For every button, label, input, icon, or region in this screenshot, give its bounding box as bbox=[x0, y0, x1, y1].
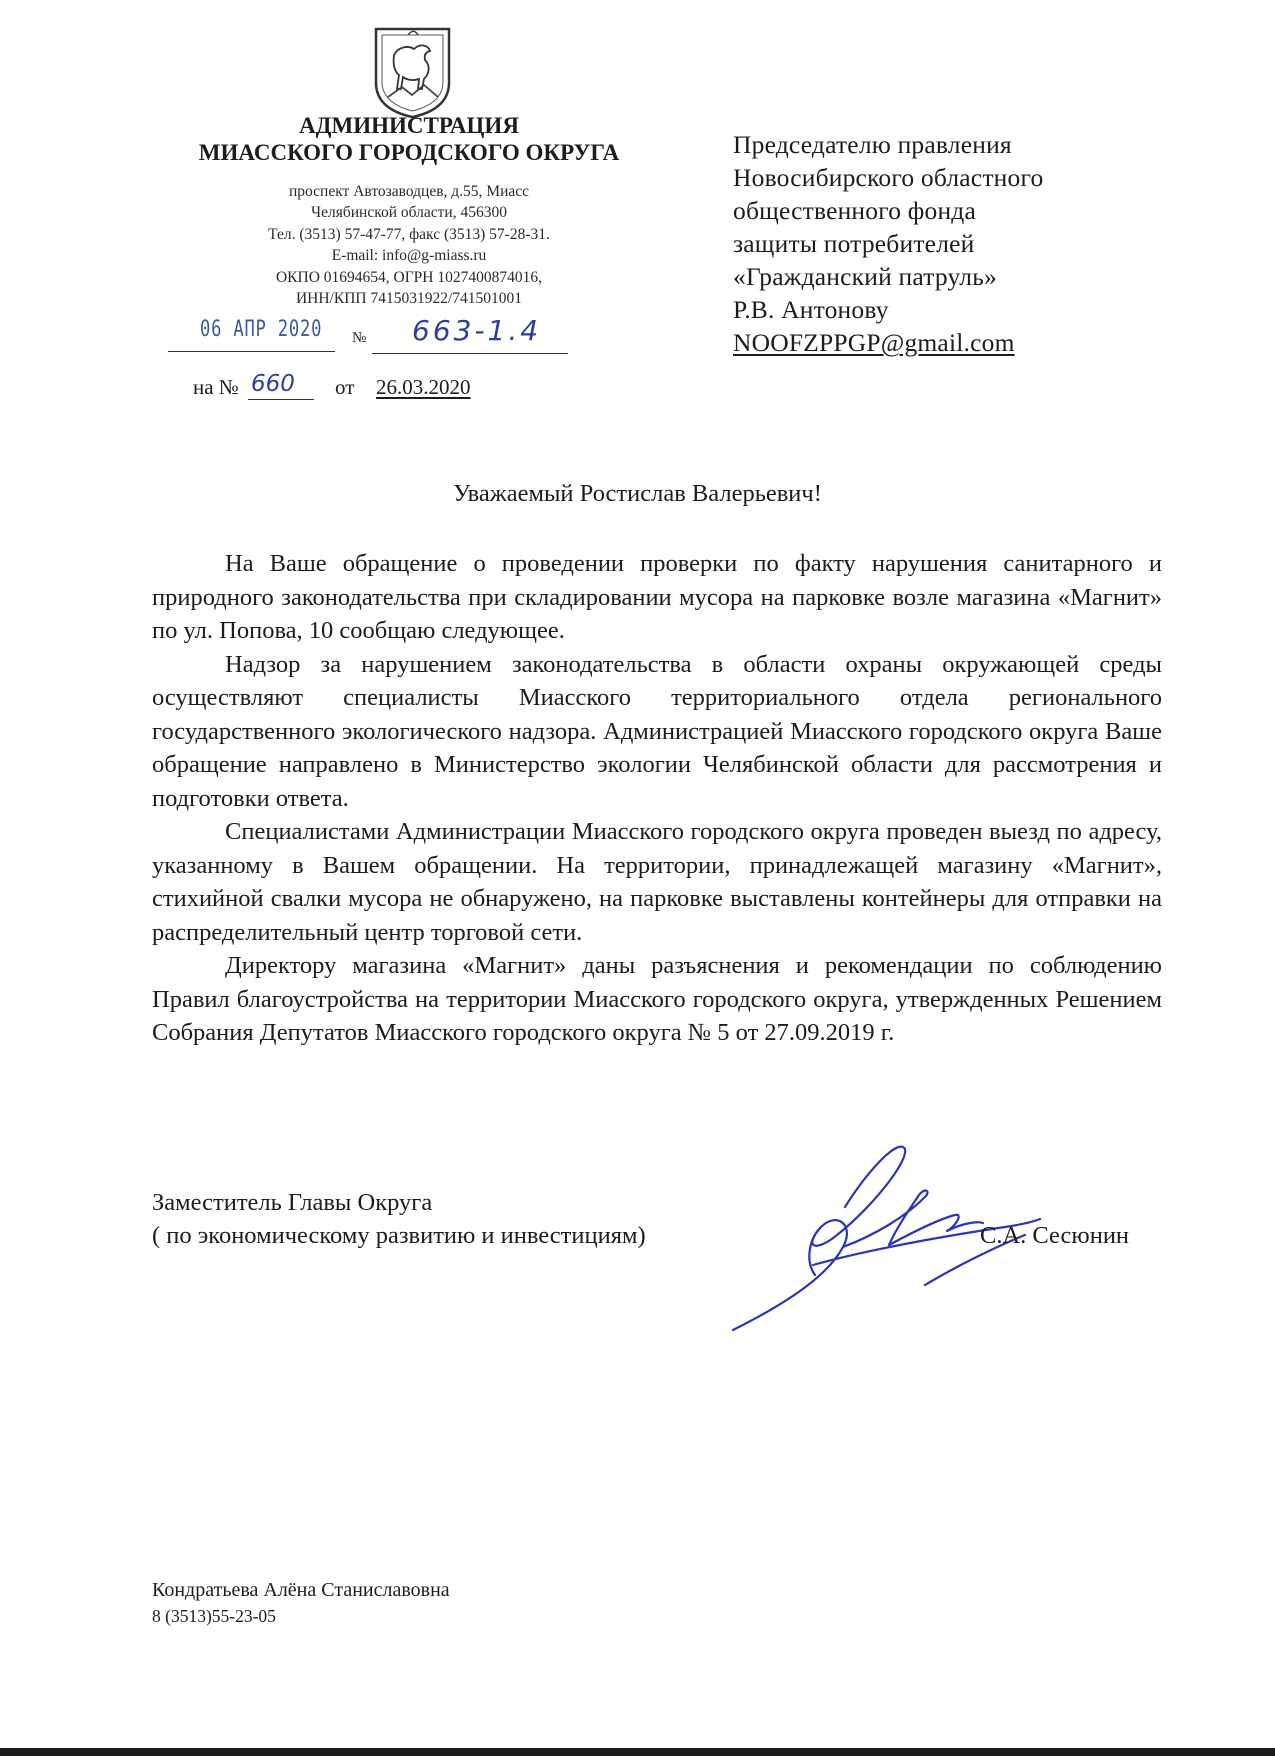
reference-number: 660 bbox=[251, 371, 295, 397]
org-okpo-ogrn: ОКПО 01694654, ОГРН 1027400874016, bbox=[275, 269, 542, 286]
addressee-line: Р.В. Антонову bbox=[733, 295, 889, 324]
org-name-line2: МИАССКОГО ГОРОДСКОГО ОКРУГА bbox=[198, 140, 620, 165]
body-paragraph: Директору магазина «Магнит» даны разъяснения и рекомендации по соблюдению Правил благоустройства на территории Миасского городского округа, утвержденных Решением Собрания Депутатов Миасского городского округа № 5 от 27.09.2019 г. bbox=[152, 952, 1162, 1046]
addressee-block bbox=[733, 128, 1153, 359]
addressee-line: Председателю правления bbox=[733, 130, 1012, 159]
executor-block bbox=[152, 1577, 450, 1629]
coat-of-arms-icon bbox=[368, 25, 457, 119]
addressee-line: защиты потребителей bbox=[733, 229, 975, 258]
addressee-email: NOOFZPPGP@gmail.com bbox=[733, 328, 1015, 357]
signatory-position-line1: Заместитель Главы Округа bbox=[152, 1189, 433, 1216]
org-email: E-mail: info@g-miass.ru bbox=[331, 247, 487, 264]
reference-number-underline bbox=[248, 399, 314, 400]
addressee-line: «Гражданский патруль» bbox=[733, 262, 997, 291]
letter-body bbox=[152, 547, 1162, 1050]
org-phone-fax: Тел. (3513) 57-47-77, факс (3513) 57-28-31. bbox=[268, 226, 550, 243]
registration-number: 663-1.4 bbox=[412, 314, 542, 347]
executor-phone: 8 (3513)55-23-05 bbox=[152, 1606, 276, 1626]
greeting: Уважаемый Ростислав Валерьевич! bbox=[453, 480, 822, 507]
addressee-line: общественного фонда bbox=[733, 196, 976, 225]
body-paragraph: Надзор за нарушением законодательства в области охраны окружающей среды осуществляют специалисты Миасского территориального отдела регионального государственного экологического надзора. Администрацией Миасского городского округа Ваше обращение направлено в Министерство экологии Челябинской области для рассмотрения и подготовки ответа. bbox=[152, 650, 1162, 812]
body-paragraph: На Ваше обращение о проведении проверки по факту нарушения санитарного и природного законодательства при складировании мусора на парковке возле магазина «Магнит» по ул. Попова, 10 сообщаю следующее. bbox=[152, 550, 1162, 644]
registration-date-stamp: 06 АПР 2020 bbox=[200, 317, 323, 342]
reference-prefix: на № bbox=[193, 375, 239, 399]
signatory-position-line2: ( по экономическому развитию и инвестициям) bbox=[152, 1222, 646, 1249]
registration-number-label: № bbox=[352, 330, 367, 346]
org-address-line2: Челябинской области, 456300 bbox=[311, 204, 507, 221]
addressee-line: Новосибирского областного bbox=[733, 163, 1044, 192]
number-underline bbox=[372, 353, 568, 354]
org-inn-kpp: ИНН/КПП 7415031922/741501001 bbox=[295, 290, 523, 307]
org-address-line1: проспект Автозаводцев, д.55, Миасс bbox=[288, 183, 530, 200]
org-name-line1: АДМИНИСТРАЦИЯ bbox=[299, 113, 519, 138]
reference-date: 26.03.2020 bbox=[376, 375, 471, 399]
executor-name: Кондратьева Алёна Станиславовна bbox=[152, 1579, 450, 1601]
signatory-position bbox=[152, 1186, 646, 1252]
reference-from-label: от bbox=[335, 375, 355, 399]
signatory-name: С.А. Сесюнин bbox=[980, 1222, 1130, 1249]
body-paragraph: Специалистами Администрации Миасского городского округа проведен выезд по адресу, указанному в Вашем обращении. На территории, принадлежащей магазину «Магнит», стихийной свалки мусора не обнаружено, на парковке выставлены контейнеры для отправки на распределительный центр торговой сети. bbox=[152, 818, 1162, 946]
date-underline bbox=[168, 351, 335, 352]
scan-edge bbox=[0, 1748, 1275, 1756]
